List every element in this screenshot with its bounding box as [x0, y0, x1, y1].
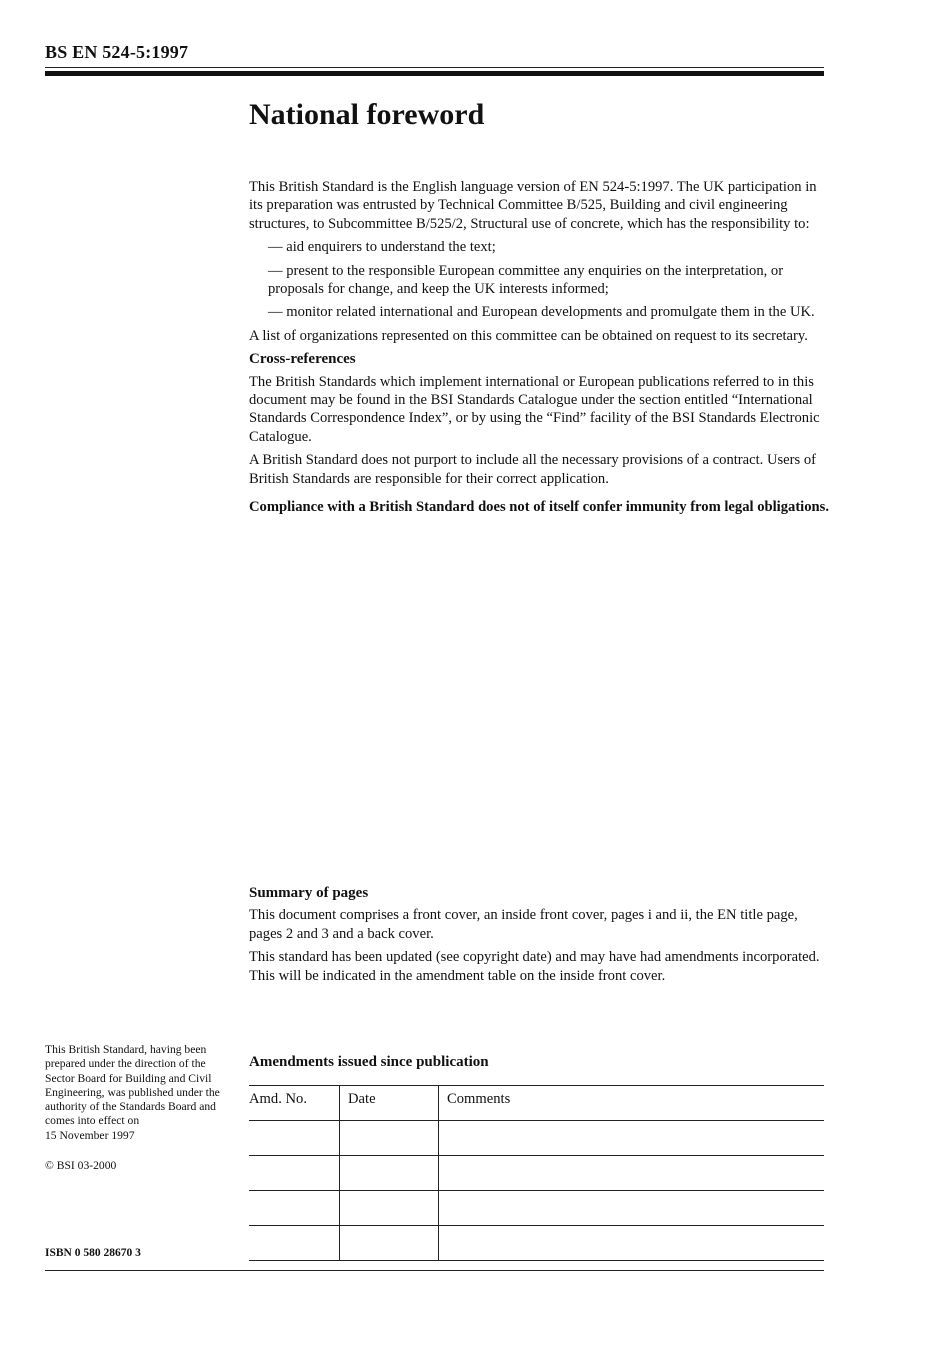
cross-references-text: The British Standards which implement international or European publications referred to in this document may be found in the BSI Standards Catalogue under the section entitled “International Standards Correspondence Index”, or by using the “Find” facility of the BSI Standards Electronic Catalogue. [249, 373, 820, 445]
summary-of-pages [249, 884, 829, 990]
isbn: ISBN 0 580 28670 3 [45, 1247, 141, 1259]
header-rule-thick [45, 71, 824, 76]
date-cell [340, 1156, 439, 1191]
table-row [249, 1121, 824, 1156]
comments-cell [439, 1156, 825, 1191]
comments-cell [439, 1191, 825, 1226]
column-header-comments: Comments [439, 1086, 825, 1121]
summary-heading: Summary of pages [249, 885, 369, 901]
comments-cell [439, 1121, 825, 1156]
effective-date: 15 November 1997 [45, 1128, 135, 1142]
responsibility-item: — present to the responsible European committee any enquiries on the interpretation, or proposals for change, and keep the UK interests informed; [268, 262, 784, 298]
responsibility-item: — aid enquirers to understand the text; [268, 239, 496, 256]
copyright: © BSI 03-2000 [45, 1159, 117, 1173]
foreword-body [249, 178, 829, 522]
amendments-heading: Amendments issued since publication [249, 1054, 489, 1070]
contract-note: A British Standard does not purport to include all the necessary provisions of a contract. Users of British Standards are responsible for their correct application. [249, 452, 817, 487]
publication-sidebar [45, 1043, 230, 1173]
column-header-amd-no: Amd. No. [249, 1086, 340, 1121]
table-header-row [249, 1086, 824, 1121]
footer-rule [45, 1270, 824, 1271]
amd-no-cell [249, 1121, 340, 1156]
document-id: BS EN 524-5:1997 [45, 42, 189, 62]
amendments-table [249, 1085, 824, 1261]
table-row [249, 1226, 824, 1261]
table-row [249, 1191, 824, 1226]
amd-no-cell [249, 1156, 340, 1191]
foreword-intro: This British Standard is the English language version of EN 524-5:1997. The UK participation in its preparation was entrusted by Technical Committee B/525, Building and civil engineering structures, to Subcommittee B/525/2, Structural use of concrete, which has the responsibility to: [249, 179, 817, 232]
date-cell [340, 1121, 439, 1156]
date-cell [340, 1191, 439, 1226]
date-cell [340, 1226, 439, 1261]
responsibility-item: — monitor related international and European developments and promulgate them in the UK. [268, 304, 815, 321]
page-title: National foreword [249, 98, 485, 131]
table-row [249, 1156, 824, 1191]
summary-updated-text: This standard has been updated (see copyright date) and may have had amendments incorporated. This will be indicated in the amendment table on the inside front cover. [249, 949, 820, 984]
compliance-statement: Compliance with a British Standard does not of itself confer immunity from legal obligations. [249, 499, 829, 516]
summary-pages-text: This document comprises a front cover, an inside front cover, pages i and ii, the EN title page, pages 2 and 3 and a back cover. [249, 907, 798, 942]
committee-list-note: A list of organizations represented on this committee can be obtained on request to its secretary. [249, 327, 808, 344]
amd-no-cell [249, 1226, 340, 1261]
column-header-date: Date [340, 1086, 439, 1121]
comments-cell [439, 1226, 825, 1261]
publication-note: This British Standard, having been prepared under the direction of the Sector Board for Building and Civil Engineering, was published under the authority of the Standards Board and comes into effect on [45, 1043, 220, 1128]
header-rule-thin [45, 67, 824, 68]
cross-references-heading: Cross-references [249, 351, 356, 368]
amd-no-cell [249, 1191, 340, 1226]
